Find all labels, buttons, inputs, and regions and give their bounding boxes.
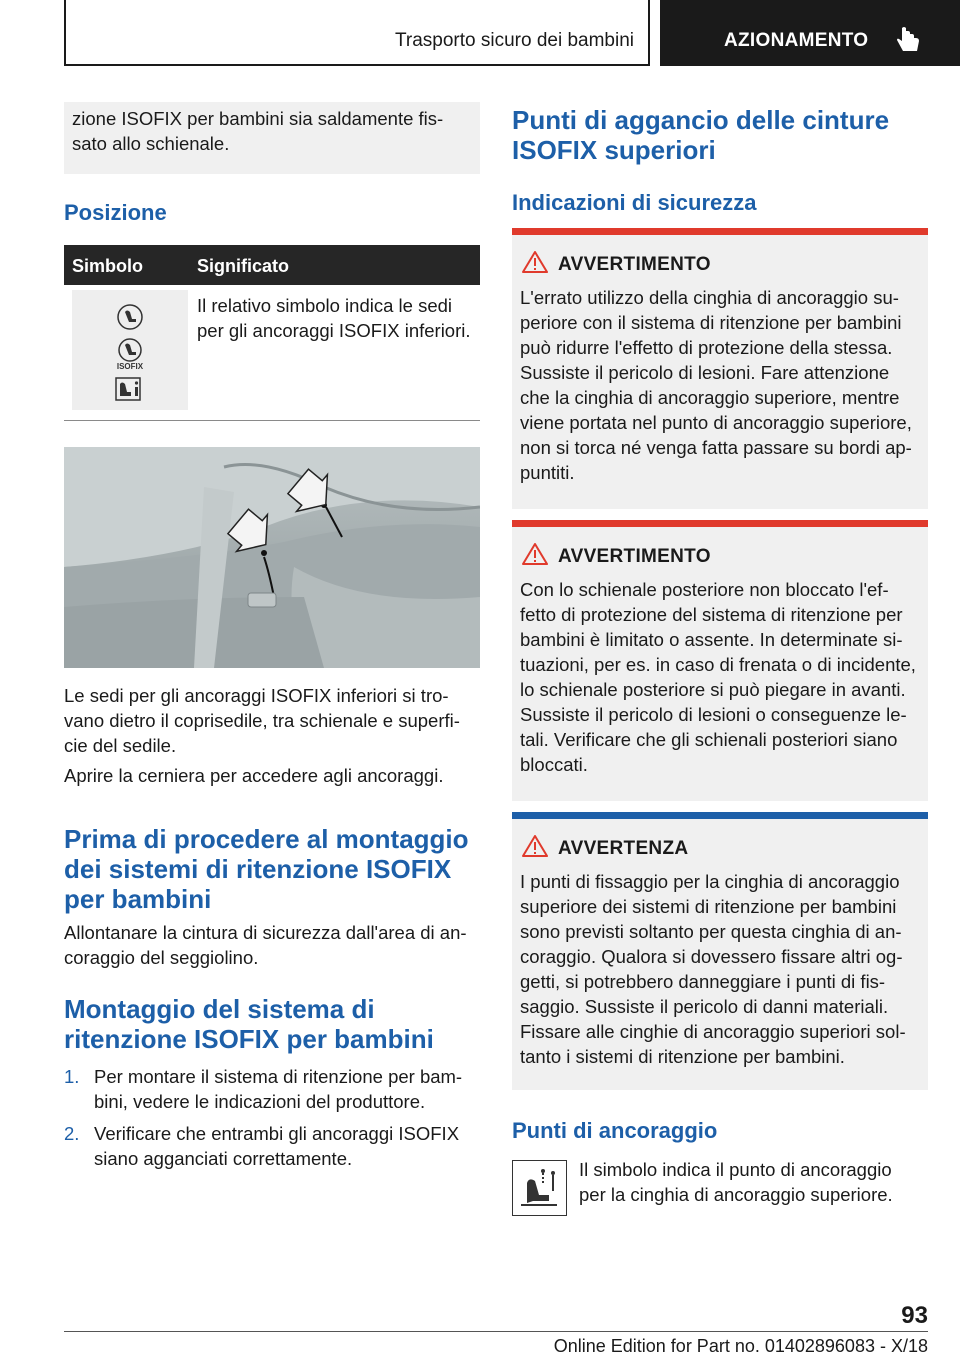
page-number: 93 [901,1302,928,1329]
footer-edition: Online Edition for Part no. 01402896083 - X/18 [553,1336,928,1356]
notice-text-line: coraggio. Qualora si dovessero fissare altri og- [520,946,903,967]
isofix-location-text-line: vano dietro il coprisedile, tra schienale e superfi- [64,710,460,731]
warning-text [520,577,924,777]
warning-text [520,285,924,485]
warning-text-line: Con lo schienale posteriore non bloccato l'ef- [520,579,889,600]
rear-seat-isofix-photo [64,447,480,668]
warning-triangle-icon [522,250,548,274]
warning-text-line: fetto di protezione del sistema di ritenzione per [520,604,903,625]
isofix-location-text-line: cie del sedile. [64,735,177,756]
hand-pointer-icon [896,26,922,54]
warning-text-line: tali. Verificare che gli schienali posteriori siano [520,729,898,750]
warning-text-line: bloccati. [520,754,588,775]
header-section-tab [64,0,650,66]
list-item [64,1064,480,1114]
notice-text-line: I punti di fissaggio per la cinghia di ancoraggio [520,871,900,892]
heading-line: ritenzione ISOFIX per bambini [64,1024,434,1054]
notice-box [512,812,928,1090]
warning-title: AVVERTIMENTO [558,254,711,275]
table-col-symbol: Simbolo [72,256,143,276]
warning-box [512,520,928,801]
before-mounting-text-line: Allontanare la cintura di sicurezza dall'area di an- [64,922,467,943]
heading-line: Prima di procedere al montaggio [64,824,469,854]
heading-line: per bambini [64,884,212,914]
heading-mounting [64,994,434,1054]
before-mounting-text-line: coraggio del seggiolino. [64,947,259,968]
table-header [64,245,480,285]
notice-bar [512,812,928,819]
anchor-text-line: per la cinghia di ancoraggio superiore. [579,1184,893,1205]
anchor-text-line: Il simbolo indica il punto di ancoraggio [579,1159,892,1180]
heading-top-anchors [512,105,889,165]
notice-text [520,869,924,1069]
table-icon-cell [72,290,188,410]
warning-text-line: Sussiste il pericolo di lesioni. Fare attenzione [520,362,890,383]
list-number: 1. [64,1066,80,1087]
header-chapter-title: AZIONAMENTO [724,30,869,51]
warning-text-line: viene portata nel punto di ancoraggio superiore, [520,412,912,433]
notice-title: AVVERTENZA [558,838,689,859]
list-number: 2. [64,1123,80,1144]
posizione-heading: Posizione [64,200,167,225]
heading-line: dei sistemi di ritenzione ISOFIX [64,854,452,884]
heading-line: Punti di aggancio delle cinture [512,105,890,135]
list-text-line: Verificare che entrambi gli ancoraggi ISOFIX [94,1123,460,1144]
warning-text-line: puntiti. [520,462,575,483]
svg-text:ISOFIX: ISOFIX [116,362,144,371]
warning-text-line: lo schienale posteriore si può piegare in avanti. [520,679,906,700]
notice-text-line: Fissare alle cinghie di ancoraggio superiori sol- [520,1021,906,1042]
notice-text-line: tanto i sistemi di ritenzione per bambini. [520,1046,845,1067]
warning-text-line: non si torca né venga fatta passare su bordi ap- [520,437,912,458]
header-chapter-tab [660,0,960,66]
warning-text-line: tuazioni, per es. in caso di frenata o di incidente, [520,654,916,675]
continued-text-line: zione ISOFIX per bambini sia saldamente fis- [72,108,444,129]
warning-bar [512,520,928,527]
warning-text-line: periore con il sistema di ritenzione per bambini [520,312,902,333]
table-meaning-line: per gli ancoraggi ISOFIX inferiori. [197,320,471,341]
warning-text-line: L'errato utilizzo della cinghia di ancoraggio su- [520,287,899,308]
table-meaning-line: Il relativo simbolo indica le sedi [197,295,453,316]
warning-text-line: che la cinghia di ancoraggio superiore, mentre [520,387,900,408]
list-text-line: Per montare il sistema di ritenzione per bam- [94,1066,463,1087]
notice-text-line: sono previsti soltanto per questa cinghia di an- [520,921,902,942]
warning-triangle-icon [522,542,548,566]
warning-text-line: Sussiste il pericolo di lesioni o conseguenze le- [520,704,907,725]
footer-divider [64,1331,928,1332]
warning-text-line: può ridurre l'effetto di protezione della stessa. [520,337,893,358]
header-section-title: Trasporto sicuro dei bambini [394,30,634,51]
isofix-location-text-line: Le sedi per gli ancoraggi ISOFIX inferiori si tro- [64,685,449,706]
list-text-line: siano agganciati correttamente. [94,1148,353,1169]
table-col-meaning: Significato [197,256,290,276]
list-text-line: bini, vedere le indicazioni del produttore. [94,1091,426,1112]
notice-text-line: getti, si potrebbero danneggiare i punti di fis- [520,971,886,992]
heading-line: Montaggio del sistema di [64,994,375,1024]
warning-text-line: bambini è limitato o assente. In determinate si- [520,629,903,650]
heading-anchor-points: Punti di ancoraggio [512,1118,718,1143]
notice-text-line: saggio. Sussiste il pericolo di danni materiali. [520,996,889,1017]
warning-triangle-icon [522,834,548,858]
continued-text-line: sato allo schienale. [72,133,230,154]
warning-bar [512,228,928,235]
notice-text-line: superiore dei sistemi di ritenzione per bambini [520,896,897,917]
open-zipper-text: Aprire la cerniera per accedere agli ancoraggi. [64,765,444,786]
warning-box [512,228,928,509]
warning-title: AVVERTIMENTO [558,546,711,567]
isofix-symbols-icon [72,290,188,410]
heading-line: ISOFIX superiori [512,135,716,165]
top-tether-anchor-icon [512,1160,567,1216]
table-bottom-divider [64,420,480,421]
heading-before-mounting [64,824,469,914]
heading-safety-notes: Indicazioni di sicurezza [512,190,757,215]
list-item [64,1121,480,1171]
